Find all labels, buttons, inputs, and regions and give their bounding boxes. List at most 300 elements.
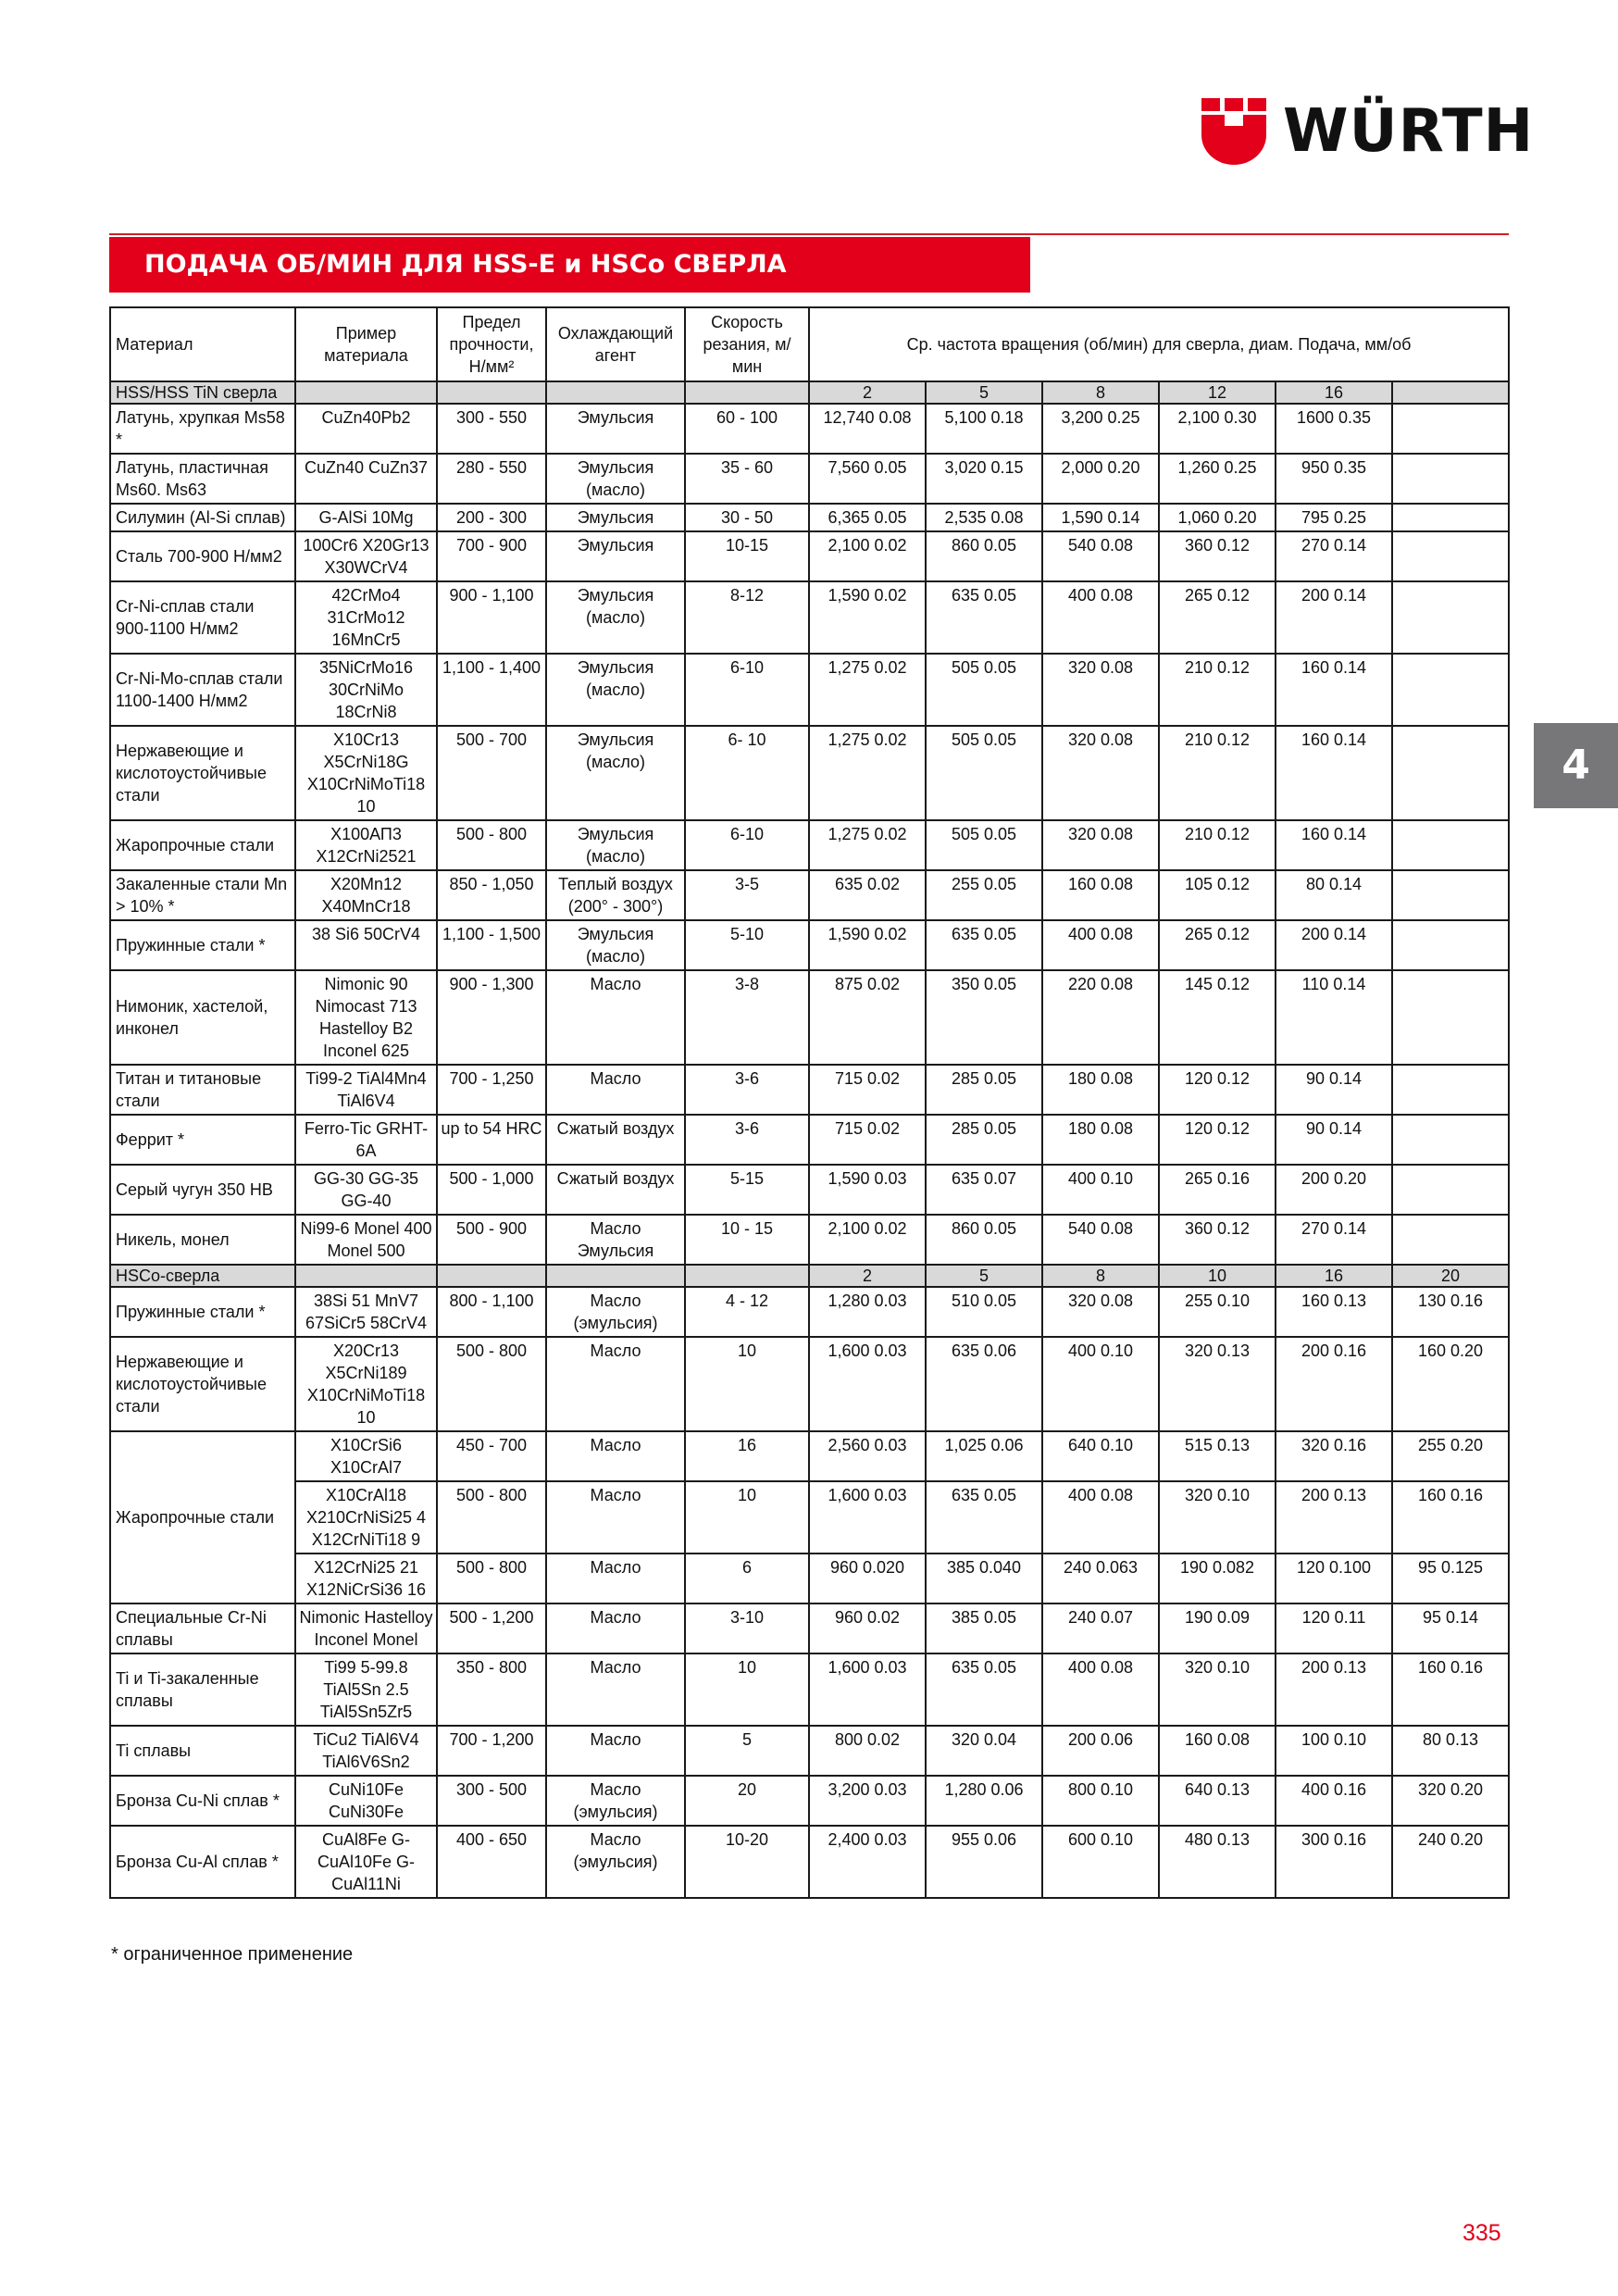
material-cell: Сталь 700-900 Н/мм2 bbox=[110, 531, 295, 581]
rpm-feed-cell: 160 0.16 bbox=[1392, 1653, 1509, 1726]
table-row bbox=[110, 1826, 1509, 1898]
speed-cell: 4 - 12 bbox=[685, 1287, 809, 1337]
material-cell: Ti и Ti-закаленные сплавы bbox=[110, 1653, 295, 1726]
material-cell: Cr-Ni-сплав стали 900-1100 Н/мм2 bbox=[110, 581, 295, 654]
section-empty-cell bbox=[437, 1265, 546, 1287]
rpm-feed-cell: 200 0.13 bbox=[1276, 1653, 1392, 1726]
coolant-cell: Эмульсия (масло) bbox=[546, 654, 685, 726]
rpm-feed-cell: 635 0.02 bbox=[809, 870, 926, 920]
material-cell: Жаропрочные стали bbox=[110, 820, 295, 870]
rpm-feed-cell bbox=[1392, 970, 1509, 1065]
speed-cell: 10-20 bbox=[685, 1826, 809, 1898]
rpm-feed-cell: 200 0.20 bbox=[1276, 1165, 1392, 1215]
coolant-cell: Эмульсия bbox=[546, 531, 685, 581]
table-row bbox=[110, 920, 1509, 970]
rpm-feed-cell: 90 0.14 bbox=[1276, 1115, 1392, 1165]
speed-cell: 20 bbox=[685, 1776, 809, 1826]
rpm-feed-cell: 800 0.10 bbox=[1042, 1776, 1159, 1826]
table-row bbox=[110, 1481, 1509, 1554]
example-cell: 38 Si6 50CrV4 bbox=[295, 920, 437, 970]
rpm-feed-cell: 210 0.12 bbox=[1159, 820, 1276, 870]
strength-cell: 350 - 800 bbox=[437, 1653, 546, 1726]
table-row bbox=[110, 870, 1509, 920]
rpm-feed-cell: 1,600 0.03 bbox=[809, 1481, 926, 1554]
section-empty-cell bbox=[437, 381, 546, 404]
rpm-feed-cell: 400 0.16 bbox=[1276, 1776, 1392, 1826]
rpm-feed-cell: 160 0.08 bbox=[1159, 1726, 1276, 1776]
rpm-feed-cell: 2,000 0.20 bbox=[1042, 454, 1159, 504]
rpm-feed-cell: 240 0.063 bbox=[1042, 1554, 1159, 1603]
strength-cell: 300 - 550 bbox=[437, 404, 546, 454]
table-row bbox=[110, 1215, 1509, 1265]
speed-cell: 5 bbox=[685, 1726, 809, 1776]
rpm-feed-cell: 320 0.08 bbox=[1042, 1287, 1159, 1337]
header-rpm: Ср. частота вращения (об/мин) для сверла, диам. Подача, мм/об bbox=[809, 307, 1509, 381]
material-cell: Серый чугун 350 HB bbox=[110, 1165, 295, 1215]
example-cell: CuAl8Fe G-CuAl10Fe G-CuAl11Ni bbox=[295, 1826, 437, 1898]
page-number: 335 bbox=[1462, 2220, 1501, 2246]
rpm-feed-cell: 860 0.05 bbox=[926, 1215, 1042, 1265]
material-cell: Жаропрочные стали bbox=[110, 1431, 295, 1603]
table-row bbox=[110, 1065, 1509, 1115]
rpm-feed-cell: 2,100 0.02 bbox=[809, 531, 926, 581]
rpm-feed-cell: 400 0.08 bbox=[1042, 581, 1159, 654]
rpm-feed-cell: 105 0.12 bbox=[1159, 870, 1276, 920]
example-cell: Ti99-2 TiAl4Mn4 TiAl6V4 bbox=[295, 1065, 437, 1115]
strength-cell: 500 - 800 bbox=[437, 1337, 546, 1431]
rpm-feed-cell: 960 0.02 bbox=[809, 1603, 926, 1653]
strength-cell: 500 - 1,000 bbox=[437, 1165, 546, 1215]
drill-diameter bbox=[1392, 381, 1509, 404]
rpm-feed-cell: 1,590 0.03 bbox=[809, 1165, 926, 1215]
table-row bbox=[110, 531, 1509, 581]
rpm-feed-cell: 270 0.14 bbox=[1276, 1215, 1392, 1265]
rpm-feed-cell: 320 0.10 bbox=[1159, 1653, 1276, 1726]
rpm-feed-cell: 160 0.20 bbox=[1392, 1337, 1509, 1431]
strength-cell: 1,100 - 1,400 bbox=[437, 654, 546, 726]
coolant-cell: Масло Эмульсия bbox=[546, 1215, 685, 1265]
table-row bbox=[110, 1165, 1509, 1215]
section-label: HSCo-сверла bbox=[110, 1265, 295, 1287]
header-rule bbox=[109, 233, 1509, 235]
table-row bbox=[110, 1337, 1509, 1431]
example-cell: X10CrAl18 X210CrNiSi25 4 X12CrNiTi18 9 bbox=[295, 1481, 437, 1554]
coolant-cell: Эмульсия bbox=[546, 404, 685, 454]
rpm-feed-cell: 120 0.100 bbox=[1276, 1554, 1392, 1603]
table-row bbox=[110, 454, 1509, 504]
strength-cell: 280 - 550 bbox=[437, 454, 546, 504]
header-material: Материал bbox=[110, 307, 295, 381]
table-row bbox=[110, 504, 1509, 531]
rpm-feed-cell: 210 0.12 bbox=[1159, 726, 1276, 820]
section-empty-cell bbox=[685, 381, 809, 404]
speed-cell: 10 - 15 bbox=[685, 1215, 809, 1265]
rpm-feed-cell: 320 0.16 bbox=[1276, 1431, 1392, 1481]
rpm-feed-cell: 270 0.14 bbox=[1276, 531, 1392, 581]
strength-cell: 500 - 1,200 bbox=[437, 1603, 546, 1653]
speed-cell: 10 bbox=[685, 1337, 809, 1431]
rpm-feed-cell bbox=[1392, 1065, 1509, 1115]
rpm-feed-cell: 510 0.05 bbox=[926, 1287, 1042, 1337]
brand-name: WÜRTH bbox=[1283, 97, 1535, 166]
rpm-feed-cell bbox=[1392, 504, 1509, 531]
coolant-cell: Эмульсия (масло) bbox=[546, 454, 685, 504]
strength-cell: 900 - 1,300 bbox=[437, 970, 546, 1065]
rpm-feed-cell: 350 0.05 bbox=[926, 970, 1042, 1065]
rpm-feed-cell: 255 0.20 bbox=[1392, 1431, 1509, 1481]
table-row bbox=[110, 1726, 1509, 1776]
table-row bbox=[110, 1603, 1509, 1653]
coolant-cell: Масло bbox=[546, 1431, 685, 1481]
drill-diameter: 2 bbox=[809, 381, 926, 404]
rpm-feed-cell: 385 0.040 bbox=[926, 1554, 1042, 1603]
rpm-feed-cell: 160 0.16 bbox=[1392, 1481, 1509, 1554]
rpm-feed-cell: 1,590 0.02 bbox=[809, 581, 926, 654]
rpm-feed-cell: 635 0.07 bbox=[926, 1165, 1042, 1215]
rpm-feed-cell: 160 0.14 bbox=[1276, 654, 1392, 726]
rpm-feed-cell bbox=[1392, 531, 1509, 581]
rpm-feed-cell: 285 0.05 bbox=[926, 1115, 1042, 1165]
example-cell: 42CrMo4 31CrMo12 16MnCr5 bbox=[295, 581, 437, 654]
rpm-feed-cell: 400 0.08 bbox=[1042, 1481, 1159, 1554]
rpm-feed-cell bbox=[1392, 726, 1509, 820]
rpm-feed-cell: 320 0.20 bbox=[1392, 1776, 1509, 1826]
speed-cell: 6-10 bbox=[685, 820, 809, 870]
rpm-feed-cell: 505 0.05 bbox=[926, 654, 1042, 726]
section-empty-cell bbox=[295, 381, 437, 404]
rpm-feed-cell: 1600 0.35 bbox=[1276, 404, 1392, 454]
material-cell: Бронза Cu-Al сплав * bbox=[110, 1826, 295, 1898]
rpm-feed-cell: 12,740 0.08 bbox=[809, 404, 926, 454]
rpm-feed-cell: 1,025 0.06 bbox=[926, 1431, 1042, 1481]
drill-diameter: 16 bbox=[1276, 1265, 1392, 1287]
rpm-feed-cell: 1,275 0.02 bbox=[809, 654, 926, 726]
speed-cell: 16 bbox=[685, 1431, 809, 1481]
speed-cell: 3-8 bbox=[685, 970, 809, 1065]
rpm-feed-cell: 860 0.05 bbox=[926, 531, 1042, 581]
feed-rate-table bbox=[109, 306, 1510, 1899]
rpm-feed-cell: 200 0.06 bbox=[1042, 1726, 1159, 1776]
header-speed: Скорость резания, м/мин bbox=[685, 307, 809, 381]
material-cell: Никель, монел bbox=[110, 1215, 295, 1265]
rpm-feed-cell: 120 0.11 bbox=[1276, 1603, 1392, 1653]
rpm-feed-cell: 2,100 0.30 bbox=[1159, 404, 1276, 454]
speed-cell: 3-10 bbox=[685, 1603, 809, 1653]
rpm-feed-cell: 95 0.125 bbox=[1392, 1554, 1509, 1603]
coolant-cell: Эмульсия (масло) bbox=[546, 726, 685, 820]
rpm-feed-cell: 715 0.02 bbox=[809, 1115, 926, 1165]
speed-cell: 6 bbox=[685, 1554, 809, 1603]
rpm-feed-cell: 505 0.05 bbox=[926, 820, 1042, 870]
example-cell: Ni99-6 Monel 400 Monel 500 bbox=[295, 1215, 437, 1265]
rpm-feed-cell: 635 0.05 bbox=[926, 581, 1042, 654]
rpm-feed-cell: 95 0.14 bbox=[1392, 1603, 1509, 1653]
material-cell: Нержавеющие и кислотоустойчивые стали bbox=[110, 1337, 295, 1431]
coolant-cell: Масло bbox=[546, 1337, 685, 1431]
strength-cell: 300 - 500 bbox=[437, 1776, 546, 1826]
rpm-feed-cell: 515 0.13 bbox=[1159, 1431, 1276, 1481]
rpm-feed-cell: 240 0.20 bbox=[1392, 1826, 1509, 1898]
section-empty-cell bbox=[295, 1265, 437, 1287]
rpm-feed-cell: 160 0.08 bbox=[1042, 870, 1159, 920]
example-cell: 38Si 51 MnV7 67SiCr5 58CrV4 bbox=[295, 1287, 437, 1337]
example-cell: TiCu2 TiAl6V4 TiAl6V6Sn2 bbox=[295, 1726, 437, 1776]
rpm-feed-cell: 1,280 0.06 bbox=[926, 1776, 1042, 1826]
rpm-feed-cell: 255 0.10 bbox=[1159, 1287, 1276, 1337]
rpm-feed-cell: 265 0.12 bbox=[1159, 920, 1276, 970]
rpm-feed-cell: 145 0.12 bbox=[1159, 970, 1276, 1065]
coolant-cell: Теплый воздух (200° - 300°) bbox=[546, 870, 685, 920]
material-cell: Титан и титановые стали bbox=[110, 1065, 295, 1115]
table-row bbox=[110, 820, 1509, 870]
rpm-feed-cell: 285 0.05 bbox=[926, 1065, 1042, 1115]
drill-diameter: 12 bbox=[1159, 381, 1276, 404]
speed-cell: 8-12 bbox=[685, 581, 809, 654]
material-cell: Cr-Ni-Mo-сплав стали 1100-1400 Н/мм2 bbox=[110, 654, 295, 726]
example-cell: Nimonic Hastelloy Inconel Monel bbox=[295, 1603, 437, 1653]
rpm-feed-cell bbox=[1392, 1165, 1509, 1215]
strength-cell: 500 - 900 bbox=[437, 1215, 546, 1265]
table-row bbox=[110, 1287, 1509, 1337]
header-strength: Предел прочности, Н/мм² bbox=[437, 307, 546, 381]
rpm-feed-cell bbox=[1392, 581, 1509, 654]
section-empty-cell bbox=[546, 1265, 685, 1287]
example-cell: X12CrNi25 21 X12NiCrSi36 16 bbox=[295, 1554, 437, 1603]
rpm-feed-cell: 160 0.14 bbox=[1276, 820, 1392, 870]
speed-cell: 10 bbox=[685, 1653, 809, 1726]
rpm-feed-cell: 220 0.08 bbox=[1042, 970, 1159, 1065]
material-cell: Пружинные стали * bbox=[110, 920, 295, 970]
rpm-feed-cell bbox=[1392, 1115, 1509, 1165]
table-row bbox=[110, 970, 1509, 1065]
speed-cell: 3-6 bbox=[685, 1065, 809, 1115]
rpm-feed-cell: 400 0.10 bbox=[1042, 1165, 1159, 1215]
drill-diameter: 8 bbox=[1042, 1265, 1159, 1287]
example-cell: Ferro-Tic GRHT-6A bbox=[295, 1115, 437, 1165]
section-header-row bbox=[110, 381, 1509, 404]
speed-cell: 6- 10 bbox=[685, 726, 809, 820]
rpm-feed-cell: 2,535 0.08 bbox=[926, 504, 1042, 531]
coolant-cell: Эмульсия bbox=[546, 504, 685, 531]
rpm-feed-cell: 2,400 0.03 bbox=[809, 1826, 926, 1898]
rpm-feed-cell: 635 0.05 bbox=[926, 1653, 1042, 1726]
strength-cell: up to 54 HRC bbox=[437, 1115, 546, 1165]
example-cell: X10Cr13 X5CrNi18G X10CrNiMoTi18 10 bbox=[295, 726, 437, 820]
drill-diameter: 8 bbox=[1042, 381, 1159, 404]
example-cell: CuZn40Pb2 bbox=[295, 404, 437, 454]
table-row bbox=[110, 1431, 1509, 1481]
rpm-feed-cell: 120 0.12 bbox=[1159, 1115, 1276, 1165]
material-cell: Феррит * bbox=[110, 1115, 295, 1165]
example-cell: Nimonic 90 Nimocast 713 Hastelloy B2 Inconel 625 bbox=[295, 970, 437, 1065]
speed-cell: 10-15 bbox=[685, 531, 809, 581]
coolant-cell: Масло bbox=[546, 1554, 685, 1603]
rpm-feed-cell: 265 0.16 bbox=[1159, 1165, 1276, 1215]
rpm-feed-cell: 200 0.14 bbox=[1276, 581, 1392, 654]
rpm-feed-cell: 540 0.08 bbox=[1042, 1215, 1159, 1265]
coolant-cell: Эмульсия (масло) bbox=[546, 920, 685, 970]
coolant-cell: Масло bbox=[546, 1653, 685, 1726]
rpm-feed-cell: 385 0.05 bbox=[926, 1603, 1042, 1653]
example-cell: 35NiCrMo16 30CrNiMo 18CrNi8 bbox=[295, 654, 437, 726]
table-row bbox=[110, 1776, 1509, 1826]
rpm-feed-cell: 1,275 0.02 bbox=[809, 726, 926, 820]
table-row bbox=[110, 1115, 1509, 1165]
rpm-feed-cell: 360 0.12 bbox=[1159, 531, 1276, 581]
material-cell: Закаленные стали Mn > 10% * bbox=[110, 870, 295, 920]
rpm-feed-cell: 3,200 0.25 bbox=[1042, 404, 1159, 454]
rpm-feed-cell: 1,600 0.03 bbox=[809, 1337, 926, 1431]
material-cell: Ti сплавы bbox=[110, 1726, 295, 1776]
drill-diameter: 20 bbox=[1392, 1265, 1509, 1287]
table-row bbox=[110, 654, 1509, 726]
rpm-feed-cell: 3,020 0.15 bbox=[926, 454, 1042, 504]
rpm-feed-cell: 640 0.13 bbox=[1159, 1776, 1276, 1826]
footnote: * ограниченное применение bbox=[111, 1944, 354, 1965]
rpm-feed-cell: 960 0.020 bbox=[809, 1554, 926, 1603]
example-cell: CuZn40 CuZn37 bbox=[295, 454, 437, 504]
rpm-feed-cell: 1,590 0.14 bbox=[1042, 504, 1159, 531]
material-cell: Нержавеющие и кислотоустойчивые стали bbox=[110, 726, 295, 820]
rpm-feed-cell: 635 0.06 bbox=[926, 1337, 1042, 1431]
rpm-feed-cell bbox=[1392, 920, 1509, 970]
rpm-feed-cell: 635 0.05 bbox=[926, 1481, 1042, 1554]
section-header-row bbox=[110, 1265, 1509, 1287]
rpm-feed-cell: 190 0.09 bbox=[1159, 1603, 1276, 1653]
material-cell: Нимоник, хастелой, инконел bbox=[110, 970, 295, 1065]
rpm-feed-cell: 80 0.13 bbox=[1392, 1726, 1509, 1776]
rpm-feed-cell: 1,280 0.03 bbox=[809, 1287, 926, 1337]
rpm-feed-cell: 5,100 0.18 bbox=[926, 404, 1042, 454]
rpm-feed-cell: 320 0.08 bbox=[1042, 654, 1159, 726]
rpm-feed-cell: 130 0.16 bbox=[1392, 1287, 1509, 1337]
example-cell: X20Mn12 X40MnCr18 bbox=[295, 870, 437, 920]
speed-cell: 10 bbox=[685, 1481, 809, 1554]
rpm-feed-cell: 1,590 0.02 bbox=[809, 920, 926, 970]
rpm-feed-cell bbox=[1392, 870, 1509, 920]
page-title: ПОДАЧА ОБ/МИН ДЛЯ HSS-E и HSCo СВЕРЛА bbox=[109, 237, 1030, 293]
rpm-feed-cell bbox=[1392, 820, 1509, 870]
rpm-feed-cell bbox=[1392, 404, 1509, 454]
strength-cell: 700 - 1,200 bbox=[437, 1726, 546, 1776]
coolant-cell: Сжатый воздух bbox=[546, 1115, 685, 1165]
rpm-feed-cell: 200 0.13 bbox=[1276, 1481, 1392, 1554]
rpm-feed-cell: 320 0.04 bbox=[926, 1726, 1042, 1776]
rpm-feed-cell: 240 0.07 bbox=[1042, 1603, 1159, 1653]
material-cell: Пружинные стали * bbox=[110, 1287, 295, 1337]
example-cell: Ti99 5-99.8 TiAl5Sn 2.5 TiAl5Sn5Zr5 bbox=[295, 1653, 437, 1726]
rpm-feed-cell: 800 0.02 bbox=[809, 1726, 926, 1776]
rpm-feed-cell: 2,100 0.02 bbox=[809, 1215, 926, 1265]
table-row bbox=[110, 1653, 1509, 1726]
material-cell: Латунь, пластичная Ms60. Ms63 bbox=[110, 454, 295, 504]
table-header-row bbox=[110, 307, 1509, 381]
drill-diameter: 16 bbox=[1276, 381, 1392, 404]
rpm-feed-cell: 265 0.12 bbox=[1159, 581, 1276, 654]
drill-diameter: 2 bbox=[809, 1265, 926, 1287]
rpm-feed-cell: 320 0.08 bbox=[1042, 820, 1159, 870]
table-row bbox=[110, 404, 1509, 454]
coolant-cell: Масло bbox=[546, 1726, 685, 1776]
rpm-feed-cell: 400 0.08 bbox=[1042, 920, 1159, 970]
strength-cell: 800 - 1,100 bbox=[437, 1287, 546, 1337]
example-cell: X20Cr13 X5CrNi189 X10CrNiMoTi18 10 bbox=[295, 1337, 437, 1431]
rpm-feed-cell: 480 0.13 bbox=[1159, 1826, 1276, 1898]
rpm-feed-cell: 400 0.08 bbox=[1042, 1653, 1159, 1726]
section-label: HSS/HSS TiN сверла bbox=[110, 381, 295, 404]
rpm-feed-cell: 110 0.14 bbox=[1276, 970, 1392, 1065]
rpm-feed-cell: 300 0.16 bbox=[1276, 1826, 1392, 1898]
rpm-feed-cell: 180 0.08 bbox=[1042, 1065, 1159, 1115]
example-cell: GG-30 GG-35 GG-40 bbox=[295, 1165, 437, 1215]
table-row bbox=[110, 1554, 1509, 1603]
material-cell: Латунь, хрупкая Ms58 * bbox=[110, 404, 295, 454]
rpm-feed-cell: 190 0.082 bbox=[1159, 1554, 1276, 1603]
strength-cell: 1,100 - 1,500 bbox=[437, 920, 546, 970]
rpm-feed-cell: 640 0.10 bbox=[1042, 1431, 1159, 1481]
strength-cell: 500 - 800 bbox=[437, 1554, 546, 1603]
rpm-feed-cell: 180 0.08 bbox=[1042, 1115, 1159, 1165]
strength-cell: 500 - 800 bbox=[437, 1481, 546, 1554]
rpm-feed-cell: 1,260 0.25 bbox=[1159, 454, 1276, 504]
rpm-feed-cell bbox=[1392, 1215, 1509, 1265]
rpm-feed-cell: 795 0.25 bbox=[1276, 504, 1392, 531]
rpm-feed-cell: 90 0.14 bbox=[1276, 1065, 1392, 1115]
example-cell: CuNi10Fe CuNi30Fe bbox=[295, 1776, 437, 1826]
coolant-cell: Масло bbox=[546, 1481, 685, 1554]
speed-cell: 3-5 bbox=[685, 870, 809, 920]
strength-cell: 700 - 900 bbox=[437, 531, 546, 581]
example-cell: G-AlSi 10Mg bbox=[295, 504, 437, 531]
rpm-feed-cell bbox=[1392, 654, 1509, 726]
rpm-feed-cell: 950 0.35 bbox=[1276, 454, 1392, 504]
rpm-feed-cell: 1,275 0.02 bbox=[809, 820, 926, 870]
section-empty-cell bbox=[685, 1265, 809, 1287]
rpm-feed-cell: 7,560 0.05 bbox=[809, 454, 926, 504]
coolant-cell: Масло bbox=[546, 1603, 685, 1653]
speed-cell: 5-10 bbox=[685, 920, 809, 970]
example-cell: 100Cr6 X20Gr13 X30WCrV4 bbox=[295, 531, 437, 581]
strength-cell: 400 - 650 bbox=[437, 1826, 546, 1898]
rpm-feed-cell: 160 0.13 bbox=[1276, 1287, 1392, 1337]
rpm-feed-cell: 635 0.05 bbox=[926, 920, 1042, 970]
material-cell: Силумин (Al-Si сплав) bbox=[110, 504, 295, 531]
rpm-feed-cell: 360 0.12 bbox=[1159, 1215, 1276, 1265]
coolant-cell: Масло bbox=[546, 1065, 685, 1115]
speed-cell: 3-6 bbox=[685, 1115, 809, 1165]
rpm-feed-cell: 255 0.05 bbox=[926, 870, 1042, 920]
strength-cell: 500 - 800 bbox=[437, 820, 546, 870]
header-example: Пример материала bbox=[295, 307, 437, 381]
table-row bbox=[110, 726, 1509, 820]
rpm-feed-cell: 120 0.12 bbox=[1159, 1065, 1276, 1115]
strength-cell: 450 - 700 bbox=[437, 1431, 546, 1481]
rpm-feed-cell: 160 0.14 bbox=[1276, 726, 1392, 820]
drill-diameter: 5 bbox=[926, 381, 1042, 404]
rpm-feed-cell: 875 0.02 bbox=[809, 970, 926, 1065]
material-cell: Специальные Cr-Ni сплавы bbox=[110, 1603, 295, 1653]
rpm-feed-cell: 2,560 0.03 bbox=[809, 1431, 926, 1481]
rpm-feed-cell: 955 0.06 bbox=[926, 1826, 1042, 1898]
strength-cell: 850 - 1,050 bbox=[437, 870, 546, 920]
speed-cell: 60 - 100 bbox=[685, 404, 809, 454]
strength-cell: 500 - 700 bbox=[437, 726, 546, 820]
table-row bbox=[110, 581, 1509, 654]
rpm-feed-cell: 505 0.05 bbox=[926, 726, 1042, 820]
rpm-feed-cell: 200 0.16 bbox=[1276, 1337, 1392, 1431]
rpm-feed-cell: 320 0.08 bbox=[1042, 726, 1159, 820]
header-coolant: Охлаждающий агент bbox=[546, 307, 685, 381]
